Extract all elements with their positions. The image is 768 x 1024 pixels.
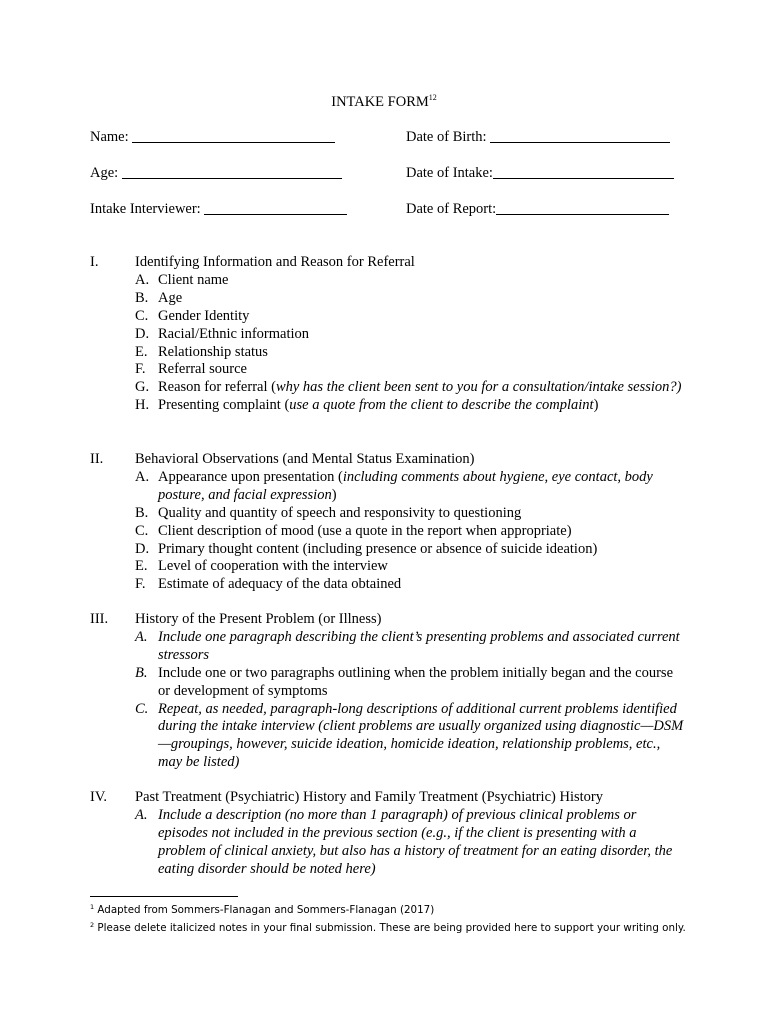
name-label: Name: [90, 129, 129, 145]
list-item [135, 558, 685, 576]
list-item [135, 541, 685, 559]
footnote-number: 2 [90, 921, 95, 929]
interviewer-blank-line[interactable] [204, 213, 347, 215]
list-item [135, 272, 685, 290]
list-item [135, 308, 685, 326]
section-numeral: I. [90, 254, 99, 270]
footnote-2 [90, 918, 730, 936]
item-letter: E. [135, 343, 148, 360]
item-letter: C. [135, 522, 149, 539]
date-of-intake-label: Date of Intake: [406, 165, 493, 181]
item-text: Gender Identity [158, 307, 250, 324]
item-text: Relationship status [158, 343, 268, 360]
item-letter: G. [135, 379, 150, 396]
dob-field [406, 129, 670, 146]
list-item [135, 665, 685, 701]
list-item [135, 290, 685, 308]
item-letter: C. [135, 307, 149, 324]
item-letter: E. [135, 558, 148, 575]
date-of-report-field [406, 201, 669, 218]
item-letter: B. [135, 289, 149, 306]
list-item [135, 379, 685, 397]
item-text: Presenting complaint ( [158, 397, 290, 414]
section-heading: Behavioral Observations (and Mental Status Examination) [135, 451, 475, 467]
age-field [90, 165, 342, 182]
footnote-separator [90, 896, 238, 897]
name-field [90, 129, 335, 146]
section-numeral: II. [90, 451, 104, 467]
item-text: Include one or two paragraphs outlining when the problem initially began and the course or development of symptoms [158, 664, 674, 699]
item-italic-note: Include a description (no more than 1 paragraph) of previous clinical problems or episodes not included in the previous section (e.g., if the client is presenting with a problem of clinical anxiety, but also has a history of treatment for an eating disorder, the eating disorder should be noted here) [158, 806, 673, 877]
age-label: Age: [90, 165, 119, 181]
dob-label: Date of Birth: [406, 129, 487, 145]
date-of-intake-blank-line[interactable] [493, 177, 674, 179]
item-text: Client description of mood (use a quote in the report when appropriate) [158, 522, 572, 539]
section-item-list [135, 469, 685, 594]
item-italic-note: use a quote from the client to describe the complaint [289, 397, 594, 414]
list-item [135, 807, 685, 879]
form-title [0, 93, 768, 111]
list-item [135, 629, 685, 665]
item-letter: A. [135, 468, 150, 485]
item-letter: A. [135, 628, 148, 645]
item-text: Reason for referral ( [158, 379, 276, 396]
item-text: Age [158, 289, 183, 306]
footnote-text: Please delete italicized notes in your final submission. These are being provided here to support your writing only. [97, 922, 686, 934]
section-numeral: III. [90, 611, 109, 627]
item-text-after: ) [331, 486, 337, 503]
item-letter: A. [135, 806, 148, 823]
name-blank-line[interactable] [132, 141, 335, 143]
footnote-text: Adapted from Sommers-Flanagan and Sommers-Flanagan (2017) [97, 904, 435, 916]
item-letter: F. [135, 576, 146, 593]
list-item [135, 505, 685, 523]
item-letter: F. [135, 361, 146, 378]
dob-blank-line[interactable] [490, 141, 670, 143]
age-blank-line[interactable] [122, 177, 342, 179]
item-italic-note: Include one paragraph describing the client’s presenting problems and associated current stressors [158, 628, 680, 663]
list-item [135, 397, 685, 415]
footnotes [90, 900, 730, 936]
section-item-list [135, 272, 685, 415]
item-text: Quality and quantity of speech and responsivity to questioning [158, 504, 522, 521]
item-letter: D. [135, 540, 150, 557]
footnote-1 [90, 900, 730, 918]
item-text: Level of cooperation with the interview [158, 558, 388, 575]
item-text: Estimate of adequacy of the data obtained [158, 576, 402, 593]
date-of-report-blank-line[interactable] [496, 213, 669, 215]
date-of-report-label: Date of Report: [406, 201, 497, 217]
form-title-text: INTAKE FORM [331, 94, 429, 110]
section-heading: Identifying Information and Reason for Referral [135, 254, 415, 270]
interviewer-field [90, 201, 347, 218]
list-item [135, 701, 685, 773]
item-letter: D. [135, 325, 150, 342]
list-item [135, 576, 685, 594]
item-letter: B. [135, 664, 148, 681]
item-letter: C. [135, 700, 149, 717]
item-text: Client name [158, 271, 229, 288]
item-text: Racial/Ethnic information [158, 325, 309, 342]
item-text-after: ) [593, 397, 599, 414]
list-item [135, 523, 685, 541]
item-letter: B. [135, 504, 149, 521]
item-text: Appearance upon presentation ( [158, 468, 343, 485]
section-item-list [135, 807, 685, 879]
item-italic-note: why has the client been sent to you for a consultation/intake session?) [275, 379, 682, 396]
item-letter: A. [135, 271, 150, 288]
list-item [135, 361, 685, 379]
list-item [135, 326, 685, 344]
item-italic-note: including comments about hygiene, eye contact, body posture, and facial expression [158, 468, 653, 503]
section-item-list [135, 629, 685, 772]
item-italic-note: Repeat, as needed, paragraph-long descriptions of additional current problems identified during the intake interview (client problems are usually organized using diagnostic—DSM—groupings, however, suicide ideation, homicide ideation, relationship problems, etc., may be listed) [158, 700, 684, 771]
date-of-intake-field [406, 165, 674, 182]
list-item [135, 469, 685, 505]
list-item [135, 344, 685, 362]
section-heading: History of the Present Problem (or Illness) [135, 611, 382, 627]
item-letter: H. [135, 397, 150, 414]
title-footnote-refs: 12 [428, 93, 437, 102]
footnote-number: 1 [90, 903, 95, 911]
section-numeral: IV. [90, 789, 108, 805]
item-text: Primary thought content (including presence or absence of suicide ideation) [158, 540, 598, 557]
section-heading: Past Treatment (Psychiatric) History and Family Treatment (Psychiatric) History [135, 789, 603, 805]
interviewer-label: Intake Interviewer: [90, 201, 201, 217]
item-text: Referral source [158, 361, 247, 378]
